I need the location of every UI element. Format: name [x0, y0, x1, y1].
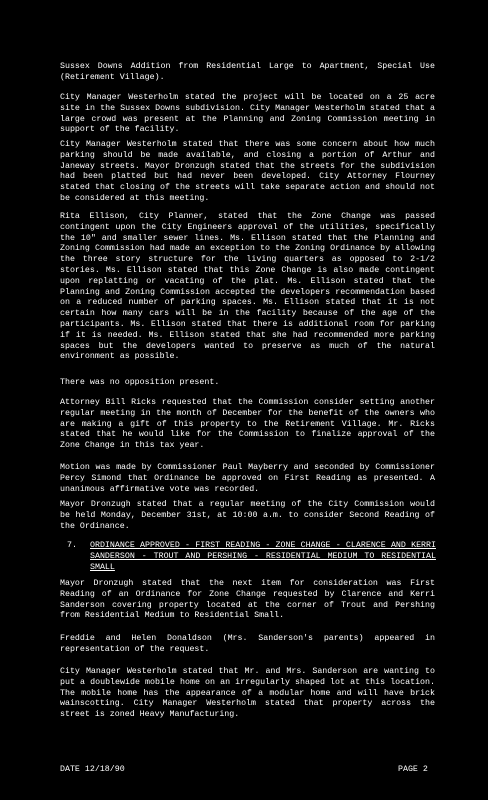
agenda-item-title: ORDINANCE APPROVED - FIRST READING - ZONE CHANGE - CLARENCE AND KERRI SANDERSON - TROUT AND PERSHING - RESIDENTIAL MEDIUM TO RESIDENTIAL SMALL: [90, 541, 436, 572]
paragraph-attorney-request: Attorney Bill Ricks requested that the Commission consider setting another regular meeting in the month of December for the benefit of the owners who are making a gift of this property to the Retirement Village. Mr. Ricks stated that he would like for the Commission to finalize approval of the Zone Change in this tax year.: [60, 398, 435, 451]
footer-date: DATE 12/18/90: [60, 765, 125, 774]
paragraph-motion-first-reading: Motion was made by Commissioner Paul Mayberry and seconded by Commissioner Percy Simond that Ordinance be approved on First Reading as presented. A unanimous affirmative vote was recorded.: [60, 463, 435, 494]
paragraph-site-description: City Manager Westerholm stated the project will be located on a 25 acre site in the Sussex Downs subdivision. City Manager Westerholm stated that a large crowd was present at the Planning and Zoning Commission meeting in support of the facility.: [60, 93, 435, 135]
paragraph-mobile-home: City Manager Westerholm stated that Mr. and Mrs. Sanderson are wanting to put a doublewide mobile home on an irregularly shaped lot at this location. The mobile home has the appearance of a modular home and will have brick wainscotting. City Manager Westerholm stated that property across the street is zoned Heavy Manufacturing.: [60, 667, 435, 720]
paragraph-planner-statement: Rita Ellison, City Planner, stated that the Zone Change was passed contingent upon the City Engineers approval of the utilities, specifically the 10" and smaller sewer lines. Ms. Ellison stated that the Planning and Zoning Commission had made an exception to the Zoning Ordinance by allowing the three story structure for the living quarters as opposed to 2-1/2 stories. Ms. Ellison stated that this Zone Change is also made contingent upon replatting or vacating of the plat. Ms. Ellison stated that the Planning and Zoning Commission accepted the developers recommendation based on a reduced number of parking spaces. Ms. Ellison stated that it is not certain how many cars will be in the facility because of the age of the participants. Ms. Ellison stated that there is additional room for parking if it is needed. Ms. Ellison stated that she had recommended more parking spaces but the developers wanted to preserve as much of the natural environment as possible.: [60, 212, 435, 362]
paragraph-parking-concern: City Manager Westerholm stated that there was some concern about how much parking should be made available, and closing a portion of Arthur and Janeway streets. Mayor Dronzugh stated that the streets for the subdivision had been platted but had never been developed. City Attorney Flourney stated that closing of the streets will take separate action and should not be considered at this meeting.: [60, 140, 435, 203]
paragraph-representation: Freddie and Helen Donaldson (Mrs. Sanderson's parents) appeared in representation of the request.: [60, 634, 435, 654]
paragraph-next-item: Mayor Dronzugh stated that the next item for consideration was First Reading of an Ordinance for Zone Change requested by Clarence and Kerri Sanderson covering property located at the corner of Trout and Pershing from Residential Medium to Residential Small.: [60, 579, 435, 621]
agenda-item-number: 7.: [67, 541, 77, 550]
paragraph-no-opposition: There was no opposition present.: [60, 378, 220, 387]
paragraph-regular-meeting: Mayor Dronzugh stated that a regular meeting of the City Commission would be held Monday, December 31st, at 10:00 a.m. to consider Second Reading of the Ordinance.: [60, 500, 435, 531]
paragraph-zone-change-intro: Sussex Downs Addition from Residential Large to Apartment, Special Use (Retirement Village).: [60, 62, 435, 82]
footer-page-number: PAGE 2: [398, 765, 428, 774]
